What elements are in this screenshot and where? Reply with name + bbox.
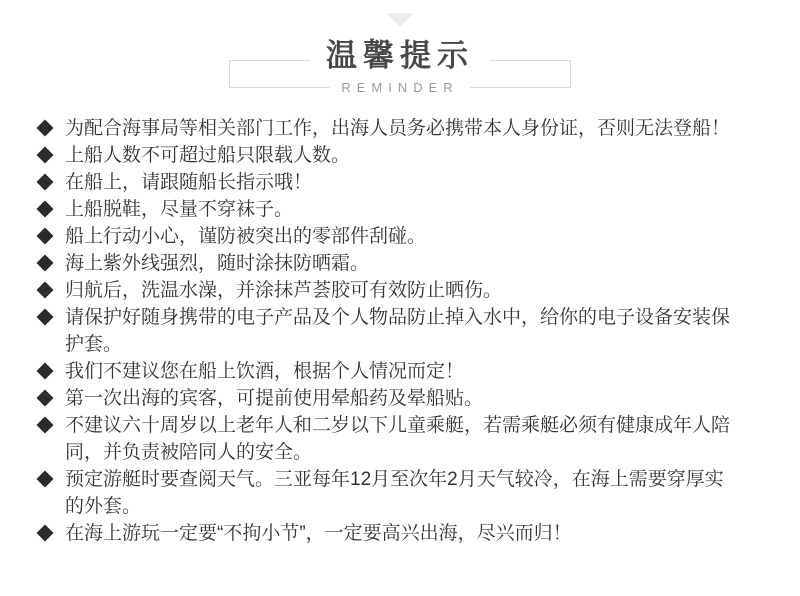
diamond-bullet-icon	[37, 390, 54, 407]
tip-item	[36, 169, 736, 196]
diamond-bullet-icon	[37, 228, 54, 245]
tip-text: 在海上游玩一定要“不拘小节”，一定要高兴出海，尽兴而归！	[65, 523, 572, 544]
diamond-bullet-icon	[37, 525, 54, 542]
reminder-header	[0, 13, 800, 95]
tip-item	[36, 358, 736, 385]
tip-text: 请保护好随身携带的电子产品及个人物品防止掉入水中，给你的电子设备安装保护套。	[65, 307, 731, 355]
tip-item	[36, 115, 736, 142]
tips-list	[0, 115, 800, 547]
tip-text: 我们不建议您在船上饮酒，根据个人情况而定！	[65, 361, 465, 382]
tip-item	[36, 223, 736, 250]
tip-text: 为配合海事局等相关部门工作，出海人员务必携带本人身份证，否则无法登船！	[65, 118, 731, 139]
tip-text: 船上行动小心，谨防被突出的零部件刮碰。	[65, 226, 427, 247]
tip-item	[36, 304, 736, 358]
diamond-bullet-icon	[37, 120, 54, 137]
tip-item	[36, 385, 736, 412]
tip-text: 归航后，洗温水澡，并涂抹芦荟胶可有效防止晒伤。	[65, 280, 503, 301]
diamond-bullet-icon	[37, 363, 54, 380]
tip-text: 不建议六十周岁以上老年人和二岁以下儿童乘艇，若需乘艇必须有健康成年人陪同，并负责被陪同人的安全。	[65, 415, 731, 463]
diamond-bullet-icon	[37, 417, 54, 434]
diamond-bullet-icon	[37, 255, 54, 272]
tip-item	[36, 277, 736, 304]
tip-item	[36, 196, 736, 223]
diamond-bullet-icon	[37, 147, 54, 164]
diamond-bullet-icon	[37, 201, 54, 218]
tip-item	[36, 412, 736, 466]
page-subtitle: REMINDER	[329, 79, 470, 96]
tip-text: 海上紫外线强烈，随时涂抹防晒霜。	[65, 253, 370, 274]
tip-item	[36, 466, 736, 520]
diamond-bullet-icon	[37, 309, 54, 326]
page-title: 温馨提示	[310, 37, 490, 75]
title-box	[229, 38, 571, 95]
tip-text: 第一次出海的宾客，可提前使用晕船药及晕船贴。	[65, 388, 484, 409]
tip-text: 上船人数不可超过船只限载人数。	[65, 145, 351, 166]
tip-text: 在船上，请跟随船长指示哦！	[65, 172, 313, 193]
tip-item	[36, 142, 736, 169]
tip-item	[36, 520, 736, 547]
diamond-bullet-icon	[37, 282, 54, 299]
tip-item	[36, 250, 736, 277]
diamond-bullet-icon	[37, 174, 54, 191]
diamond-bullet-icon	[37, 471, 54, 488]
triangle-down-icon	[386, 13, 414, 27]
tip-text: 上船脱鞋，尽量不穿袜子。	[65, 199, 294, 220]
tip-text: 预定游艇时要查阅天气。三亚每年12月至次年2月天气较冷，在海上需要穿厚实的外套。	[65, 469, 724, 517]
